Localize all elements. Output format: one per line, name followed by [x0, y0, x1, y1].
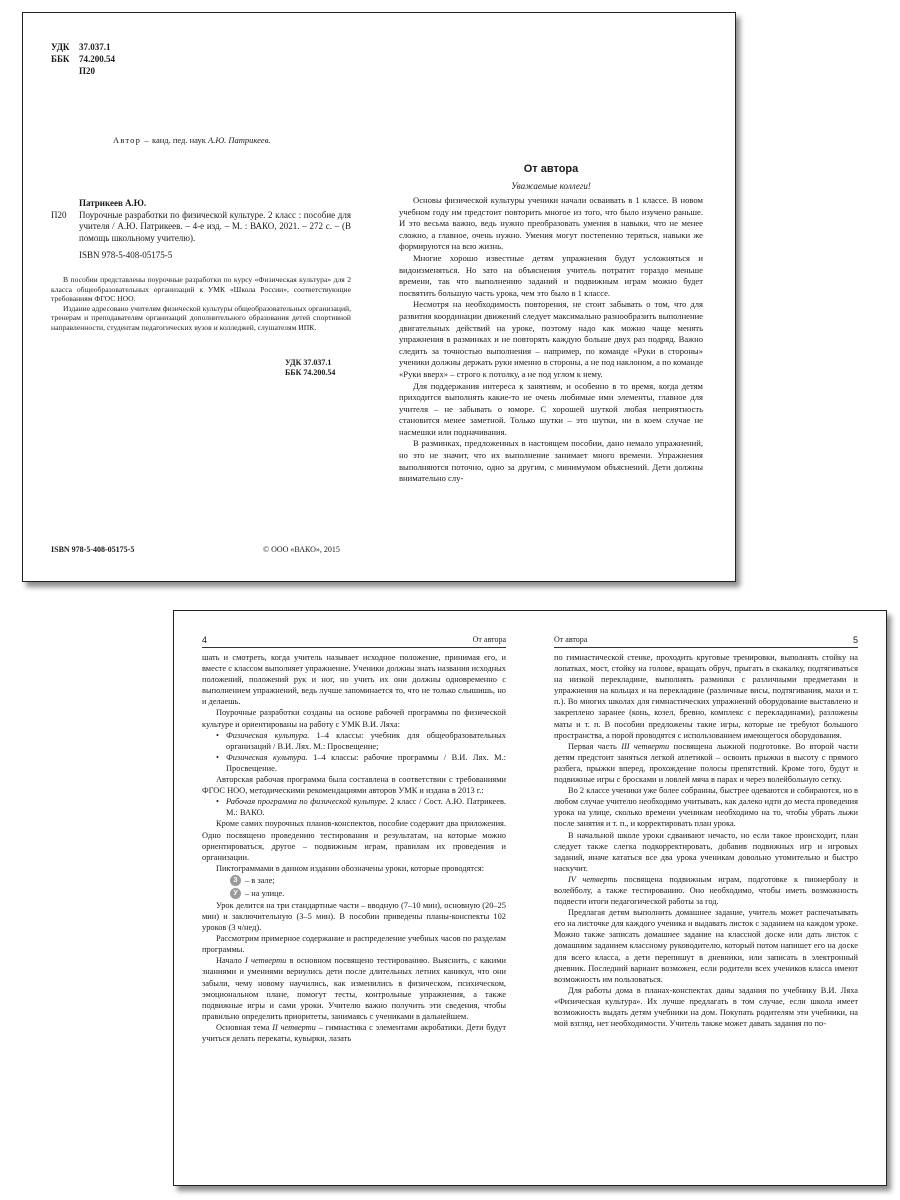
udk-bold: УДК 37.037.1	[285, 358, 332, 367]
bbk-label: ББК	[51, 54, 70, 64]
paragraph: Во 2 классе ученики уже более собранны, быстрее одеваются и собираются, но в любом случае учителю необходимо учитывать, как далеко идти до места проведения урока на улице, сколько времени ученикам необходимо на то, чтобы убрать лыжи после занятия и т. п., и корректировать план урока.	[554, 786, 858, 829]
pictogram-street	[230, 887, 506, 900]
footer-copyright: © ООО «ВАКО», 2015	[263, 545, 340, 554]
author-label: Автор –	[113, 135, 150, 145]
text-run: в основном посвящено тестированию. Выяснить, с какими знаниями и умениями вернулись дети после длительных летних каникул, что они забыли, чему новому научились, как изменились в физическом, психическом, эмоциональном плане, помогут тесты, контрольные упражнения, а также подвижные игры и сами уроки. Учителю важно получить эти сведения, чтобы правильно определить приоритеты, занимаясь с учениками в дальнейшем.	[202, 956, 507, 1021]
quarter-term: III четверти	[621, 741, 670, 751]
udk-label: УДК	[51, 42, 70, 52]
paragraph	[554, 874, 858, 907]
paragraph: Поурочные разработки созданы на основе рабочей программы по физической культуре и ориентированы на работу с УМК В.И. Ляха:	[202, 708, 506, 729]
classification-block	[51, 41, 115, 77]
page-body	[554, 652, 858, 1029]
annotation-paragraph: Издание адресовано учителям физической культуры общеобразовательных организаций, тренерам и преподавателям организаций дополнительного образования детей спортивной направленности, студентам педагогических вузов и колледжей, слушателям ИПК.	[51, 303, 351, 332]
quarter-term: II четверти	[272, 1022, 316, 1032]
text-run: посвящена подвижным играм, подготовке к пионерболу и волейболу, а также тестированию. Оно необходимо, чтобы иметь возможность подвести итоги педагогической работы за год.	[554, 874, 859, 907]
paragraph: Предлагая детям выполнить домашнее задание, учитель может распечатывать его на листочке для каждого ученика и выдавать листок с заданием на каждом уроке. Можно также записать домашнее задание на классной доске или дать листок с домашним заданием классному руководителю, который потом напишет его на доске для всего класса, а дети перепишут в дневники, или записать в электронный дневник. Последний вариант возможен, если родители всех учеников класса имеют возможность им пользоваться.	[554, 908, 858, 984]
preface-paragraph: Основы физической культуры ученики начали осваивать в 1 классе. В новом учебном году им предстоит повторить многое из того, что было изучено раньше. И это весьма важно, ведь нужно преобразовать умения в навыки, что не менее сложно, а главное, очень нужно. Умения могут постепенно теряться, навыки же формируются на всю жизнь.	[399, 195, 703, 252]
author-line	[113, 135, 271, 145]
preface-paragraph: Многие хорошо известные детям упражнения будут усложняться и видоизменяться. Но зато на объяснения учитель потратит гораздо меньше времени, так что выполнению заданий и подвижным играм можно будет посвятить большую часть урока, чем это было в 1 классе.	[399, 252, 703, 298]
list-item-text: 1–4 классы: учебник для общеобразовательных организаций / В.И. Лях. М.: Просвещение;	[226, 730, 506, 751]
book-code: П20	[51, 209, 67, 220]
paragraph: Пиктограммами в данном издании обозначены уроки, которые проводятся:	[216, 863, 485, 873]
paragraph: В начальной школе уроки сдваивают нечасто, но если такое происходит, план следует также слегка подкорректировать, добавив подвижных игр и игровых заданий, иначе кататься все два урока ученикам довольно утомительно и быстро наскучит.	[554, 830, 858, 873]
bibliographic-record	[51, 198, 351, 262]
paragraph	[202, 1022, 506, 1044]
page-4	[202, 635, 506, 1044]
footer-isbn: ISBN 978-5-408-05175-5	[51, 545, 135, 554]
paragraph	[202, 955, 506, 1022]
list-item-text: 2 класс / Сост. А.Ю. Патрикеев. М.: ВАКО.	[226, 797, 506, 818]
hall-pictogram-icon: З	[230, 875, 241, 886]
page-body	[202, 652, 506, 1044]
running-head-title: От автора	[472, 635, 506, 644]
list-item: • Рабочая программа по физической культуре. 2 класс / Сост. А.Ю. Патрикеев. М.: ВАКО.	[216, 797, 506, 818]
page-number: 5	[852, 635, 858, 645]
paragraph: Кроме самих поурочных планов-конспектов, пособие содержит два приложения. Одно посвящено проведению тестирования и результатам, на которые можно ориентироваться, другое – подвижным играм, правилам их проведения и организации.	[202, 819, 506, 862]
pictogram-hall	[230, 874, 506, 887]
text-run: – гимнастика с элементами акробатики. Дети будут учиться делать перекаты, кувырки, лазать	[202, 1022, 507, 1043]
quarter-term: IV четверть	[568, 874, 618, 884]
bbk-value: 74.200.54	[79, 54, 115, 64]
paragraph: шать и смотреть, когда учитель называет исходное положение, принимая его, и вместе с классом выполняет упражнение. Ученики должны знать названия исходных положений, положений рук и ног, но учить их они должны одновременно с выполнением упражнений, ведь лучше запоминается то, что не только слышишь, но и делаешь.	[202, 653, 506, 707]
preface-body	[399, 195, 703, 485]
list-item: • Физическая культура. 1–4 классы: рабочие программы / В.И. Лях. М.: Просвещение.	[216, 752, 507, 773]
paragraph	[554, 741, 858, 785]
paragraph: Авторская рабочая программа была составлена в соответствии с требованиями ФГОС НОО, методическими рекомендациями авторов УМК и издана в 2013 г.:	[202, 775, 506, 796]
quarter-term: I четверти	[245, 956, 287, 966]
text-run: Начало	[216, 956, 242, 966]
list-item-title: Физическая культура.	[226, 730, 310, 740]
preface-page	[399, 163, 703, 485]
list-item-text: 1–4 классы: рабочие программы / В.И. Лях. М.: Просвещение.	[226, 752, 507, 773]
page-number: 4	[202, 635, 208, 645]
running-head	[202, 635, 506, 648]
author-code: П20	[79, 66, 96, 76]
preface-salutation: Уважаемые коллеги!	[511, 181, 591, 191]
annotation	[51, 275, 351, 332]
pictogram-label: – в зале;	[245, 875, 275, 885]
preface-heading: От автора	[523, 163, 579, 175]
text-run: Основная тема	[216, 1022, 270, 1032]
text-run: посвящена лыжной подготовке. Во второй части детям предстоит заняться легкой атлетикой – освоить прыжки в высоту с прямого разбега, прыжки вперед, прохождение полосы препятствий. Кроме того, будут и подвижные игры с бросками и ловлей мяча в парах и через волейбольную сетку.	[554, 741, 859, 785]
class-codes	[285, 358, 335, 378]
book-author: Патрикеев А.Ю.	[79, 198, 147, 208]
author-degree: канд. пед. наук	[151, 135, 206, 145]
paragraph: Урок делится на три стандартные части – вводную (7–10 мин), основную (20–25 мин) и заключительную (3–5 мин). В пособии приведены планы-конспекты 102 уроков (3 ч/нед).	[202, 900, 506, 933]
author-name: А.Ю. Патрикеев.	[208, 135, 271, 145]
paragraph: Для работы дома в планах-конспектах даны задания по учебнику В.И. Ляха «Физическая культура». Их лучше предлагать в том случае, если школа имеет возможность выдать детям учебники на дом. Покупать родителям эти учебники, на мой взгляд, нет необходимости. Учитель также может давать задания по по-	[554, 985, 858, 1029]
running-head	[554, 635, 858, 648]
preface-paragraph: В разминках, предложенных в настоящем пособии, дано немало упражнений, но это не значит, что их выполнение занимает много времени. Упражнения выполняются поточно, одно за другим, с минимумом объяснений. Дети должны внимательно слу-	[399, 438, 703, 484]
list-item: • Физическая культура. 1–4 классы: учебник для общеобразовательных организаций / В.И. Лях. М.: Просвещение;	[216, 730, 506, 751]
pictogram-label: – на улице.	[245, 888, 285, 898]
page-5	[554, 635, 858, 1029]
list-item-title: Физическая культура.	[226, 752, 308, 762]
preface-paragraph: Для поддержания интереса к занятиям, и особенно в то время, когда детям приходится выполнять какие-то не очень любимые ими элементы, главное для учителя – не забывать о юморе. С хорошей шуткой любая неприятность становится менее заметной. Только шутки – это шутки, ни в коем случае не насмешки или подначивания.	[399, 380, 703, 437]
annotation-paragraph: В пособии представлены поурочные разработки по курсу «Физическая культура» для 2 класса общеобразовательных организаций к УМК «Школа России», соответствующие требованиям ФГОС НОО.	[51, 275, 351, 303]
list-item-title: Рабочая программа по физической культуре.	[226, 797, 388, 807]
book-description: Поурочные разработки по физической культуре. 2 класс : пособие для учителя / А.Ю. Патрикеев. – 4-е изд. – М. : ВАКО, 2021. – 272 с. – (В помощь школьному учителю).	[79, 209, 351, 243]
udk-value: 37.037.1	[79, 42, 111, 52]
book-isbn: ISBN 978-5-408-05175-5	[79, 250, 173, 260]
street-pictogram-icon: У	[230, 888, 241, 899]
top-spread	[22, 12, 736, 582]
text-run: Первая часть	[568, 741, 617, 751]
bottom-spread	[173, 610, 887, 1186]
bbk-bold: ББК 74.200.54	[285, 368, 336, 377]
imprint-page	[23, 13, 379, 581]
preface-paragraph: Несмотря на необходимость повторения, не стоит забывать о том, что для развития координации движений следует максимально разнообразить выполнение двигательных действий на уроке, поэтому надо как можно чаще менять упражнения в разминках и не повторять каждую больше двух раз подряд. Важно следить за точностью выполнения – например, по команде «Руки в стороны» ученики должны держать руки именно в стороны, а не под наклоном, а по команде «Руки вверх» – строго к потолку, а не под углом к нему.	[399, 299, 704, 379]
paragraph: Рассмотрим примерное содержание и распределение учебных часов по разделам программы.	[202, 934, 506, 955]
paragraph: по гимнастической стенке, проходить круговые тренировки, выполнять стойку на лопатках, мост, стойку на голове, вращать обруч, прыгать в скакалку, подтягиваться на низкой перекладине, выполнять разминки с различными предметами и упражнения на кольцах и на перекладине (различные висы, подтягивания, махи и т. п.). Во многих школах для гимнастических упражнений оборудование выставлено и закреплено заранее (конь, козел, бревно, комплекс с перекладинами), разложены маты и т. п. В пособии предложены такие игры, которые не требуют большого пространства, а порой проводятся с использованием имеющегося оборудования.	[554, 653, 858, 740]
running-head-title: От автора	[554, 635, 588, 644]
